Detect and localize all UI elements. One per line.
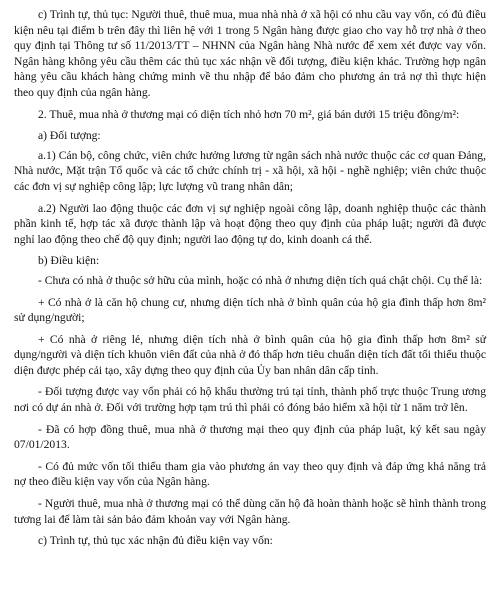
paragraph-subjects-heading: a) Đối tượng:	[38, 129, 101, 143]
paragraph-subjects-a2: a.2) Người lao động thuộc các đơn vị sự nghiệp ngoài công lập, doanh nghiệp thuộc các thành phần kinh tế, hợp tác xã được thành lập và hoạt động theo quy định của pháp luật; người đã được nghỉ lao động theo chế độ quy định; người lao động tự do, kinh doanh cá thể.	[14, 201, 486, 246]
paragraph-condition-no-house: - Chưa có nhà ở thuộc sở hữu của mình, hoặc có nhà ở nhưng diện tích quá chật chội. Cụ thể là:	[38, 273, 483, 287]
paragraph-condition-apartment: + Có nhà ở là căn hộ chung cư, nhưng diện tích nhà ở bình quân của hộ gia đình thấp hơn 8m² sử dụng/người;	[14, 295, 486, 325]
paragraph-conditions-heading: b) Điều kiện:	[38, 254, 100, 268]
paragraph-subjects-a1: a.1) Cán bộ, công chức, viên chức hưởng lương từ ngân sách nhà nước thuộc các cơ quan Đảng, Nhà nước, Mặt trận Tổ quốc và các tổ chức chính trị - xã hội, xã hội - nghề nghiệp; viên chức thuộc các đơn vị sự nghiệp công lập; lực lượng vũ trang nhân dân;	[14, 148, 486, 193]
paragraph-section-2-heading: 2. Thuê, mua nhà ở thương mại có diện tích nhỏ hơn 70 m², giá bán dưới 15 triệu đồng/m²:	[38, 107, 460, 121]
paragraph-condition-detached-house: + Có nhà ở riêng lẻ, nhưng diện tích nhà ở bình quân của hộ gia đình thấp hơn 8m² sử dụng/người và diện tích khuôn viên đất của nhà ở đó thấp hơn tiêu chuẩn diện tích đất tối thiểu thuộc diện được phép cải tạo, xây dựng theo quy định của Ủy ban nhân dân cấp tỉnh.	[14, 332, 486, 377]
paragraph-condition-collateral: - Người thuê, mua nhà ở thương mại có thể dùng căn hộ đã hoàn thành hoặc sẽ hình thành trong tương lai để làm tài sản bảo đảm khoản vay với Ngân hàng.	[14, 497, 486, 526]
paragraph-condition-residence: - Đối tượng được vay vốn phải có hộ khẩu thường trú tại tỉnh, thành phố trực thuộc Trung ương nơi có dự án nhà ở. Đối với trường hợp tạm trú thì phải có đóng bảo hiểm xã hội từ 1 năm trở lên.	[14, 385, 486, 415]
paragraph-condition-capital: - Có đủ mức vốn tối thiểu tham gia vào phương án vay theo quy định và đáp ứng khả năng trả nợ theo điều kiện vay vốn của Ngân hàng.	[14, 459, 486, 489]
paragraph-procedure-confirmation: c) Trình tự, thủ tục xác nhận đủ điều kiện vay vốn:	[38, 534, 273, 548]
paragraph-procedure-social-housing: c) Trình tự, thủ tục: Người thuê, thuê mua, mua nhà nhà ở xã hội có nhu cầu vay vốn, có đủ điều kiện nêu tại điểm b trên đây thì liên hệ với 1 trong 5 Ngân hàng được giao cho vay hỗ trợ nhà ở theo quy định tại Thông tư số 11/2013/TT – NHNN của Ngân hàng Nhà nước để xem xét được vay vốn. Ngân hàng không yêu cầu thêm các thủ tục xác nhận về đối tượng, điều kiện khác. Trường hợp ngân hàng yêu cầu khách hàng chứng minh về thu nhập để bảo đảm cho phương án trả nợ thì thực hiện theo quy định của ngân hàng.	[14, 8, 486, 99]
paragraph-condition-contract: - Đã có hợp đồng thuê, mua nhà ở thương mại theo quy định của pháp luật, ký kết sau ngày 07/01/2013.	[14, 422, 486, 452]
